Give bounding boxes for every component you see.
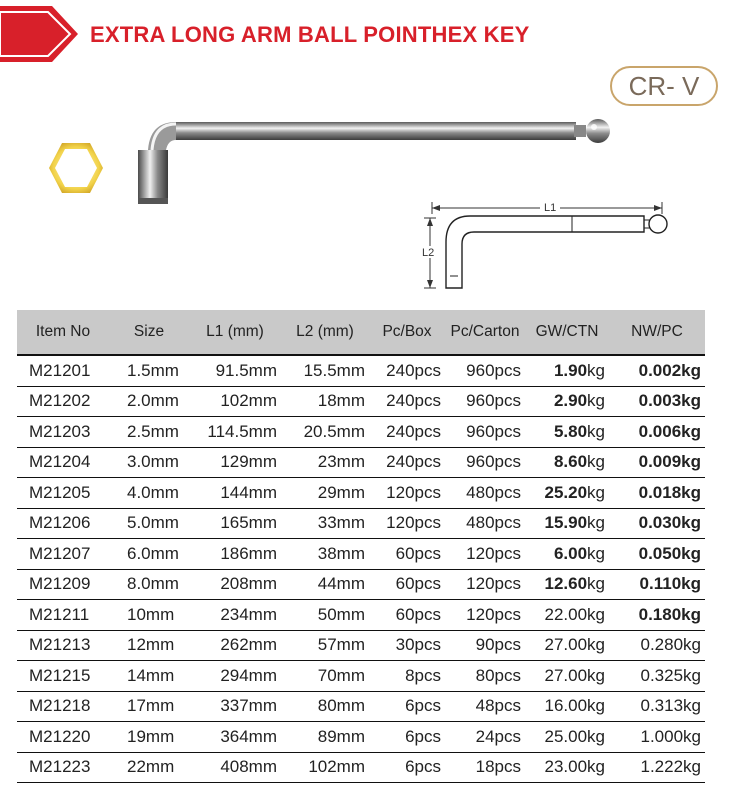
gw-ctn-cell: [525, 691, 609, 722]
size-cell: 2.5mm: [109, 417, 189, 448]
l1-cell: 114.5mm: [189, 417, 281, 448]
header-pc-box: Pc/Box: [369, 310, 445, 355]
table-row: [17, 478, 705, 509]
gw-value: 22.00: [544, 604, 588, 624]
l1-cell: 234mm: [189, 600, 281, 631]
pc-box-cell: 8pcs: [369, 661, 445, 692]
pc-carton-cell: 960pcs: [445, 355, 525, 386]
gw-value: 15.90: [544, 513, 588, 533]
header-l1: L1 (mm): [189, 310, 281, 355]
pc-box-cell: 240pcs: [369, 355, 445, 386]
pc-box-cell: 6pcs: [369, 752, 445, 783]
size-cell: 10mm: [109, 600, 189, 631]
pc-box-cell: 6pcs: [369, 691, 445, 722]
header-l2: L2 (mm): [281, 310, 369, 355]
l2-cell: 29mm: [281, 478, 369, 509]
nw-pc-cell: 0.006kg: [609, 417, 705, 448]
l1-cell: 337mm: [189, 691, 281, 722]
pc-box-cell: 30pcs: [369, 630, 445, 661]
gw-unit: kg: [587, 665, 605, 685]
gw-value: 1.90: [553, 360, 588, 380]
table-row: [17, 600, 705, 631]
l1-cell: 165mm: [189, 508, 281, 539]
gw-value: 25.00: [544, 726, 588, 746]
l1-cell: 208mm: [189, 569, 281, 600]
pc-carton-cell: 90pcs: [445, 630, 525, 661]
gw-value: 6.00: [553, 543, 588, 563]
gw-unit: kg: [587, 513, 605, 533]
nw-pc-cell: 0.313kg: [609, 691, 705, 722]
pc-box-cell: 240pcs: [369, 447, 445, 478]
header-nw-pc: NW/PC: [609, 310, 705, 355]
l2-cell: 15.5mm: [281, 355, 369, 386]
gw-unit: kg: [587, 696, 605, 716]
item-no-cell: M21215: [17, 661, 109, 692]
pc-box-cell: 60pcs: [369, 569, 445, 600]
item-no-cell: M21206: [17, 508, 109, 539]
size-cell: 2.0mm: [109, 386, 189, 417]
gw-value: 27.00: [544, 665, 588, 685]
gw-value: 2.90: [553, 391, 588, 411]
l2-cell: 70mm: [281, 661, 369, 692]
dimension-l2-label: L2: [422, 247, 435, 259]
item-no-cell: M21218: [17, 691, 109, 722]
pc-box-cell: 6pcs: [369, 722, 445, 753]
pc-carton-cell: 120pcs: [445, 539, 525, 570]
nw-pc-cell: 1.222kg: [609, 752, 705, 783]
gw-ctn-cell: [525, 752, 609, 783]
size-cell: 22mm: [109, 752, 189, 783]
pc-carton-cell: 48pcs: [445, 691, 525, 722]
nw-pc-cell: 0.110kg: [609, 569, 705, 600]
gw-ctn-cell: [525, 355, 609, 386]
table-row: [17, 661, 705, 692]
gw-value: 5.80: [553, 421, 588, 441]
spec-table: [17, 310, 705, 783]
header-item-no: Item No: [17, 310, 109, 355]
gw-unit: kg: [587, 360, 605, 380]
size-cell: 1.5mm: [109, 355, 189, 386]
pc-box-cell: 240pcs: [369, 417, 445, 448]
pc-box-cell: 120pcs: [369, 508, 445, 539]
size-cell: 17mm: [109, 691, 189, 722]
gw-ctn-cell: [525, 478, 609, 509]
nw-pc-cell: 0.180kg: [609, 600, 705, 631]
item-no-cell: M21203: [17, 417, 109, 448]
size-cell: 4.0mm: [109, 478, 189, 509]
l1-cell: 144mm: [189, 478, 281, 509]
l2-cell: 80mm: [281, 691, 369, 722]
l1-cell: 186mm: [189, 539, 281, 570]
l2-cell: 20.5mm: [281, 417, 369, 448]
header-pc-carton: Pc/Carton: [445, 310, 525, 355]
gw-ctn-cell: [525, 722, 609, 753]
table-row: [17, 691, 705, 722]
nw-pc-cell: 0.325kg: [609, 661, 705, 692]
l2-cell: 102mm: [281, 752, 369, 783]
l2-cell: 38mm: [281, 539, 369, 570]
hex-profile-icon: [48, 140, 104, 196]
gw-ctn-cell: [525, 539, 609, 570]
gw-unit: kg: [587, 482, 605, 502]
dimension-diagram: [412, 188, 672, 304]
l2-cell: 50mm: [281, 600, 369, 631]
pc-carton-cell: 480pcs: [445, 508, 525, 539]
gw-unit: kg: [587, 726, 605, 746]
l1-cell: 91.5mm: [189, 355, 281, 386]
gw-ctn-cell: [525, 447, 609, 478]
header-size: Size: [109, 310, 189, 355]
gw-unit: kg: [587, 421, 605, 441]
table-row: [17, 355, 705, 386]
nw-pc-cell: 0.018kg: [609, 478, 705, 509]
item-no-cell: M21202: [17, 386, 109, 417]
title-arrow-banner: [0, 6, 78, 62]
gw-unit: kg: [587, 604, 605, 624]
pc-carton-cell: 960pcs: [445, 386, 525, 417]
pc-carton-cell: 120pcs: [445, 569, 525, 600]
nw-pc-cell: 0.030kg: [609, 508, 705, 539]
header-gw-ctn: GW/CTN: [525, 310, 609, 355]
nw-pc-cell: 0.050kg: [609, 539, 705, 570]
item-no-cell: M21201: [17, 355, 109, 386]
gw-unit: kg: [587, 574, 605, 594]
table-row: [17, 508, 705, 539]
gw-unit: kg: [587, 452, 605, 472]
l1-cell: 294mm: [189, 661, 281, 692]
gw-ctn-cell: [525, 417, 609, 448]
l2-cell: 57mm: [281, 630, 369, 661]
gw-ctn-cell: [525, 600, 609, 631]
size-cell: 8.0mm: [109, 569, 189, 600]
nw-pc-cell: 0.003kg: [609, 386, 705, 417]
table-row: [17, 722, 705, 753]
nw-pc-cell: 0.009kg: [609, 447, 705, 478]
gw-value: 25.20: [544, 482, 588, 502]
size-cell: 6.0mm: [109, 539, 189, 570]
pc-carton-cell: 24pcs: [445, 722, 525, 753]
gw-value: 16.00: [544, 696, 588, 716]
gw-value: 27.00: [544, 635, 588, 655]
l2-cell: 23mm: [281, 447, 369, 478]
gw-ctn-cell: [525, 508, 609, 539]
gw-ctn-cell: [525, 661, 609, 692]
l1-cell: 102mm: [189, 386, 281, 417]
l2-cell: 33mm: [281, 508, 369, 539]
gw-value: 23.00: [544, 757, 588, 777]
l2-cell: 18mm: [281, 386, 369, 417]
item-no-cell: M21220: [17, 722, 109, 753]
l1-cell: 364mm: [189, 722, 281, 753]
table-row: [17, 752, 705, 783]
pc-box-cell: 60pcs: [369, 600, 445, 631]
material-badge: CR- V: [610, 66, 718, 106]
item-no-cell: M21209: [17, 569, 109, 600]
table-row: [17, 386, 705, 417]
size-cell: 19mm: [109, 722, 189, 753]
gw-unit: kg: [587, 391, 605, 411]
table-header-row: [17, 310, 705, 355]
table-row: [17, 569, 705, 600]
size-cell: 5.0mm: [109, 508, 189, 539]
l1-cell: 129mm: [189, 447, 281, 478]
gw-unit: kg: [587, 635, 605, 655]
pc-carton-cell: 18pcs: [445, 752, 525, 783]
pc-box-cell: 60pcs: [369, 539, 445, 570]
nw-pc-cell: 0.280kg: [609, 630, 705, 661]
pc-carton-cell: 480pcs: [445, 478, 525, 509]
item-no-cell: M21204: [17, 447, 109, 478]
pc-carton-cell: 120pcs: [445, 600, 525, 631]
gw-value: 12.60: [544, 574, 588, 594]
gw-ctn-cell: [525, 386, 609, 417]
page-title: EXTRA LONG ARM BALL POINTHEX KEY: [90, 22, 530, 47]
pc-box-cell: 240pcs: [369, 386, 445, 417]
size-cell: 14mm: [109, 661, 189, 692]
gw-ctn-cell: [525, 630, 609, 661]
item-no-cell: M21211: [17, 600, 109, 631]
gw-unit: kg: [587, 757, 605, 777]
table-row: [17, 630, 705, 661]
pc-carton-cell: 960pcs: [445, 417, 525, 448]
table-row: [17, 417, 705, 448]
item-no-cell: M21223: [17, 752, 109, 783]
item-no-cell: M21213: [17, 630, 109, 661]
size-cell: 12mm: [109, 630, 189, 661]
size-cell: 3.0mm: [109, 447, 189, 478]
gw-value: 8.60: [553, 452, 588, 472]
nw-pc-cell: 0.002kg: [609, 355, 705, 386]
gw-unit: kg: [587, 543, 605, 563]
item-no-cell: M21207: [17, 539, 109, 570]
item-no-cell: M21205: [17, 478, 109, 509]
l2-cell: 89mm: [281, 722, 369, 753]
pc-carton-cell: 960pcs: [445, 447, 525, 478]
l2-cell: 44mm: [281, 569, 369, 600]
l1-cell: 408mm: [189, 752, 281, 783]
gw-ctn-cell: [525, 569, 609, 600]
table-row: [17, 447, 705, 478]
table-row: [17, 539, 705, 570]
pc-carton-cell: 80pcs: [445, 661, 525, 692]
nw-pc-cell: 1.000kg: [609, 722, 705, 753]
dimension-l1-label: L1: [544, 202, 557, 214]
pc-box-cell: 120pcs: [369, 478, 445, 509]
l1-cell: 262mm: [189, 630, 281, 661]
